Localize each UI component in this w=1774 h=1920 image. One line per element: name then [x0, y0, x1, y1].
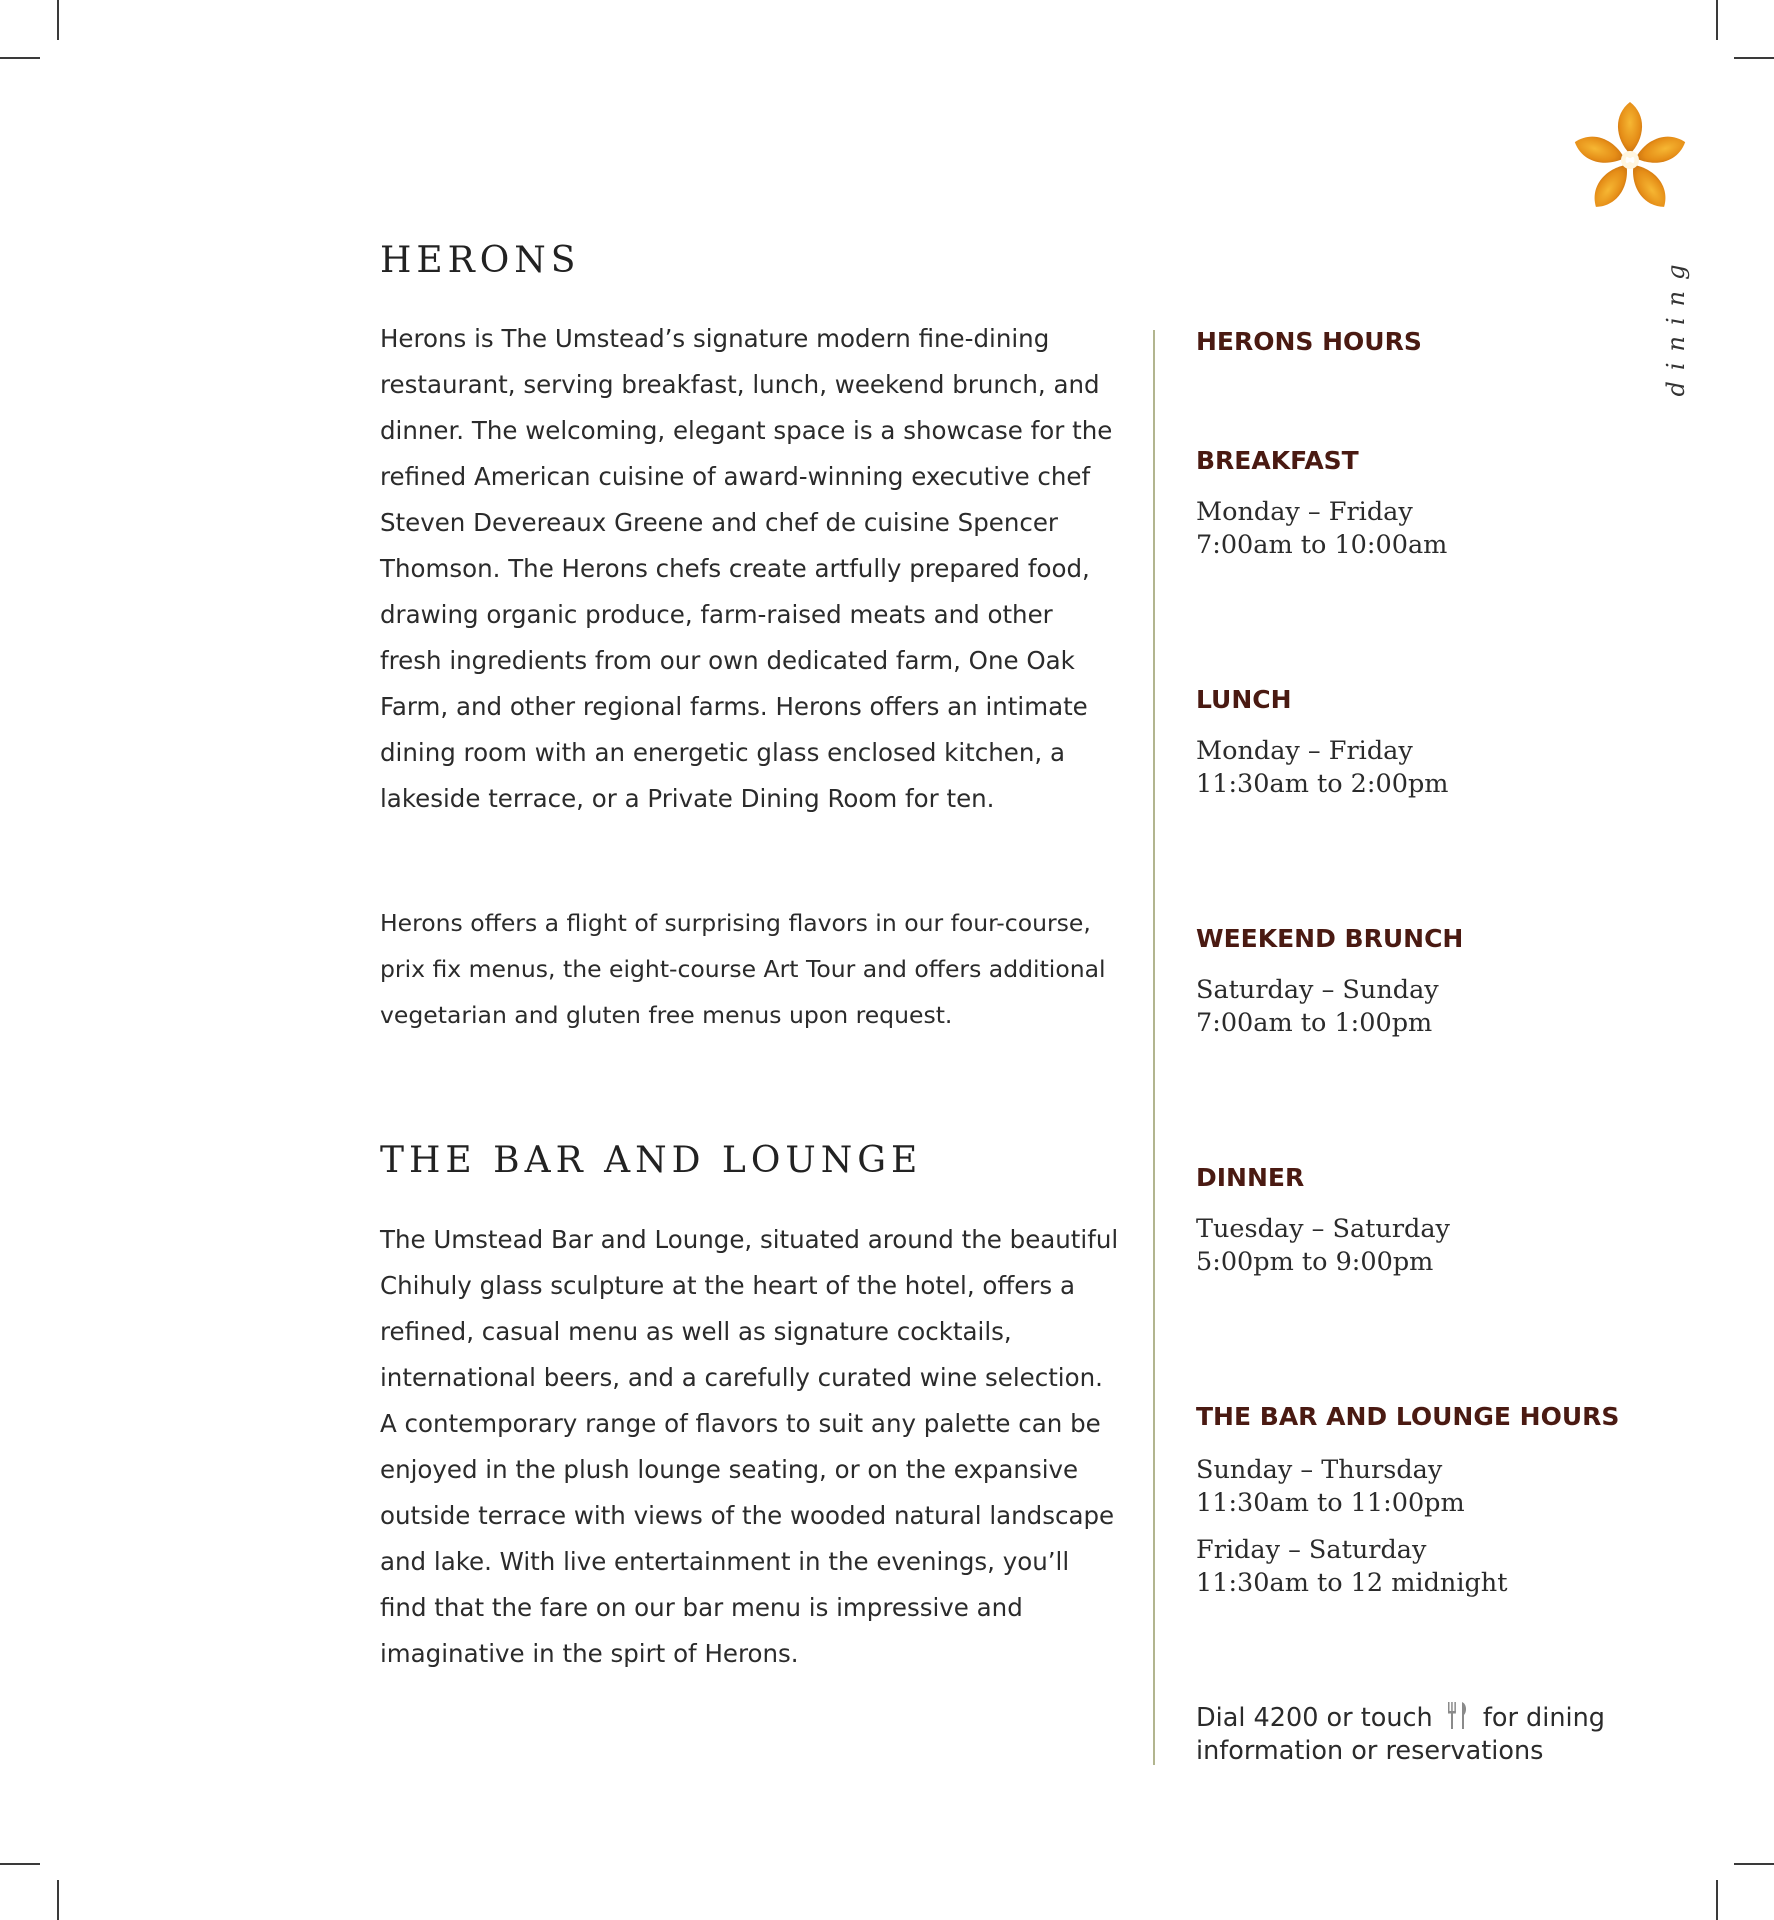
dinner-days: Tuesday – Saturday	[1196, 1214, 1450, 1244]
herons-paragraph-2: Herons offers a flight of surprising flavors in our four-course, prix fix menus, the eight-course Art Tour and offers additional vegetarian and gluten free menus upon request.	[380, 909, 1106, 1029]
herons-hours-title: HERONS HOURS	[1196, 327, 1422, 356]
lunch-hours	[1196, 735, 1448, 801]
dial-line-2: information or reservations	[1196, 1736, 1544, 1766]
herons-paragraph-1: Herons is The Umstead’s signature modern fine-dining restaurant, serving breakfast, lunch, weekend brunch, and dinner. The welcoming, elegant space is a showcase for the refined American cuisine of award-winning executive chef Steven Devereaux Greene and chef de cuisine Spencer Thomson. The Herons chefs create artfully prepared food, drawing organic produce, farm-raised meats and other fresh ingredients from our own dedicated farm, One Oak Farm, and other regional farms. Herons offers an intimate dining room with an energetic glass enclosed kitchen, a lakeside terrace, or a Private Dining Room for ten.	[380, 324, 1113, 813]
dinner-title: DINNER	[1196, 1163, 1305, 1192]
crop-mark	[1716, 1880, 1718, 1920]
brunch-days: Saturday – Sunday	[1196, 975, 1439, 1005]
crop-mark	[57, 1880, 59, 1920]
breakfast-title: BREAKFAST	[1196, 446, 1359, 475]
crop-mark	[1734, 1863, 1774, 1865]
section-label-vertical	[1656, 240, 1696, 410]
breakfast-hours	[1196, 496, 1447, 562]
dial-line-1	[1196, 1700, 1605, 1735]
section-label-text: dining	[1662, 253, 1690, 397]
dial-text-before: Dial 4200 or touch	[1196, 1703, 1433, 1733]
flower-logo-icon	[1560, 90, 1700, 230]
bar-hours-title: THE BAR AND LOUNGE HOURS	[1196, 1402, 1620, 1431]
bar-lounge-paragraph: The Umstead Bar and Lounge, situated around the beautiful Chihuly glass sculpture at the heart of the hotel, offers a refined, casual menu as well as signature cocktails, international beers, and a carefully curated wine selection. A contemporary range of flavors to suit any palette can be enjoyed in the plush lounge seating, or on the expansive outside terrace with views of the wooded natural landscape and lake. With live entertainment in the evenings, you’ll find that the fare on our bar menu is impressive and imaginative in the spirt of Herons.	[380, 1225, 1119, 1668]
breakfast-time: 7:00am to 10:00am	[1196, 530, 1448, 560]
crop-mark	[0, 1863, 40, 1865]
crop-mark	[57, 0, 59, 40]
column-divider	[1153, 330, 1155, 1765]
bar-hours-slot-1-time: 11:30am to 11:00pm	[1196, 1488, 1465, 1518]
dial-text-after: for dining	[1482, 1703, 1605, 1733]
lunch-title: LUNCH	[1196, 685, 1292, 714]
crop-mark	[0, 57, 40, 59]
brunch-time: 7:00am to 1:00pm	[1196, 1008, 1433, 1038]
dinner-time: 5:00pm to 9:00pm	[1196, 1247, 1434, 1277]
bar-lounge-title: THE BAR AND LOUNGE	[380, 1140, 923, 1181]
dial-info	[1196, 1700, 1605, 1768]
bar-hours-slot-1-days: Sunday – Thursday	[1196, 1455, 1443, 1485]
crop-mark	[1734, 57, 1774, 59]
bar-hours-slot-1	[1196, 1454, 1465, 1520]
brunch-title: WEEKEND BRUNCH	[1196, 924, 1464, 953]
bar-hours-slot-2	[1196, 1534, 1507, 1600]
brunch-hours	[1196, 974, 1439, 1040]
bar-hours-slot-2-days: Friday – Saturday	[1196, 1535, 1427, 1565]
crop-mark	[1716, 0, 1718, 40]
herons-title: HERONS	[380, 240, 581, 281]
lunch-days: Monday – Friday	[1196, 736, 1413, 766]
bar-hours-slot-2-time: 11:30am to 12 midnight	[1196, 1568, 1508, 1598]
lunch-time: 11:30am to 2:00pm	[1196, 769, 1449, 799]
breakfast-days: Monday – Friday	[1196, 497, 1413, 527]
dinner-hours	[1196, 1213, 1450, 1279]
fork-knife-icon	[1445, 1700, 1471, 1730]
